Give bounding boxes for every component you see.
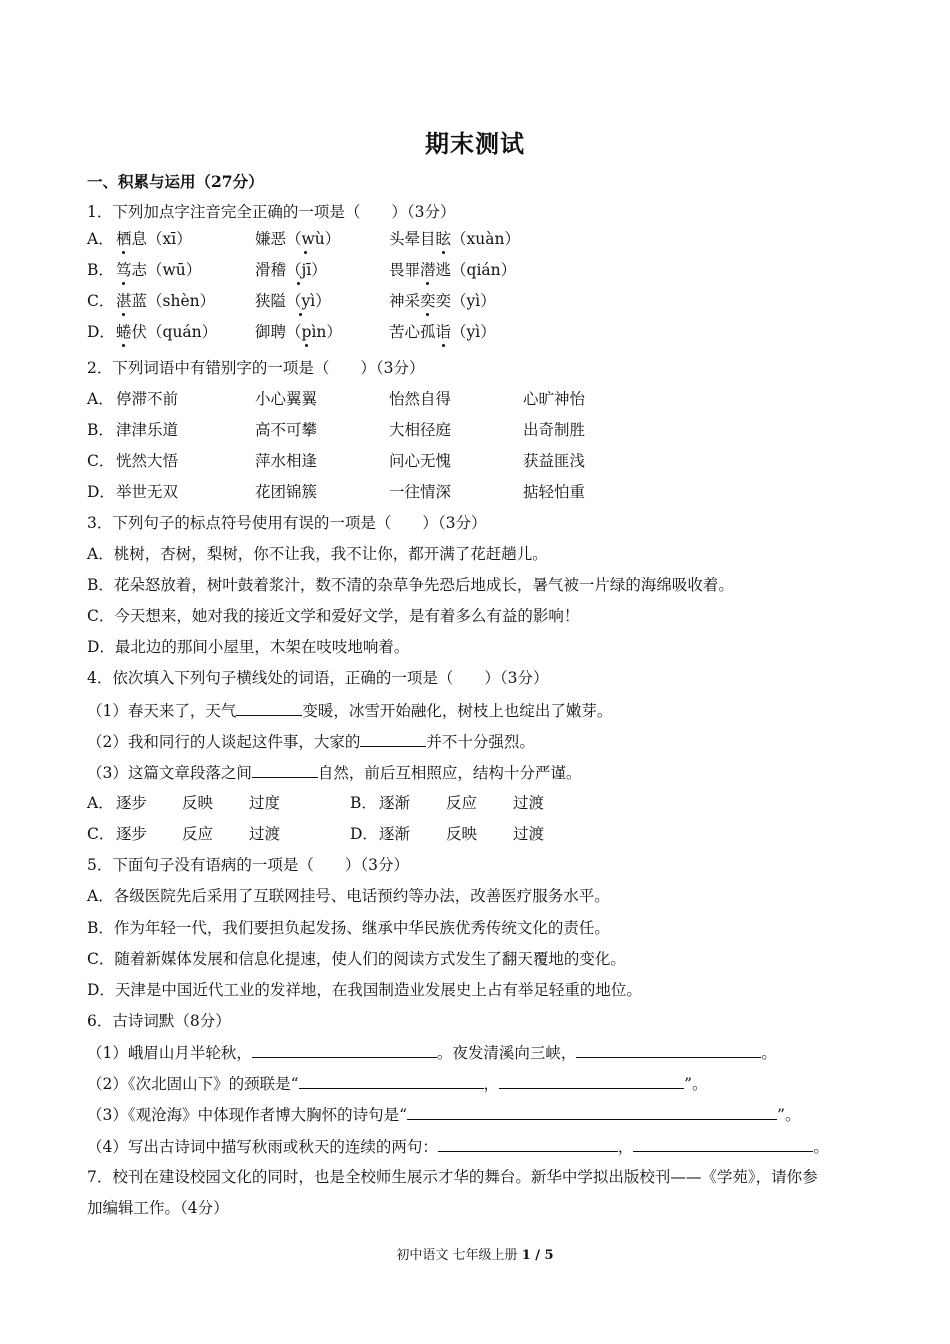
word-2: 小心翼翼 <box>255 390 318 408</box>
question-6-item-2: （2）《次北固山下》的颈联是“ ， ”。 <box>87 1075 708 1093</box>
word-4: 掂轻怕重 <box>523 483 586 501</box>
word-3: 过渡 <box>249 825 281 843</box>
question-7-stem-continued: 加编辑工作。（4分） <box>87 1199 229 1217</box>
word-3: 畏罪潜逃（qián） <box>389 261 517 279</box>
option-label: B． <box>350 794 377 812</box>
option-label: A． <box>87 390 114 408</box>
word-3: 过渡 <box>513 825 545 843</box>
word-3: 苦心孤诣（yì） <box>389 323 496 341</box>
question-3-option-a: A．桃树，杏树，梨树，你不让我，我不让你，都开满了花赶趟儿。 <box>87 545 548 563</box>
fill-blank[interactable] <box>360 731 426 747</box>
question-5-option-c: C．随着新媒体发展和信息化提速，使人们的阅读方式发生了翻天覆地的变化。 <box>87 950 626 968</box>
question-3-stem: 3．下列句子的标点符号使用有误的一项是（ ）（3分） <box>87 514 487 532</box>
question-5-option-a: A．各级医院先后采用了互联网挂号、电话预约等办法，改善医疗服务水平。 <box>87 887 610 905</box>
fill-blank[interactable] <box>576 1042 761 1058</box>
word-2: 反映 <box>182 794 214 812</box>
option-label: C． <box>87 292 115 310</box>
word-3: 神采奕奕（yì） <box>389 292 496 310</box>
option-label: A． <box>87 230 114 248</box>
option-label: B． <box>87 261 114 279</box>
word-2: 反应 <box>446 794 478 812</box>
option-label: C． <box>87 825 115 843</box>
fill-blank[interactable] <box>299 1073 484 1089</box>
question-5-stem: 5．下面句子没有语病的一项是（ ）（3分） <box>87 856 409 874</box>
word-3: 过渡 <box>513 794 545 812</box>
word-3: 一往情深 <box>389 483 452 501</box>
question-6-item-3: （3）《观沧海》中体现作者博大胸怀的诗句是“ ”。 <box>87 1106 801 1124</box>
question-1-stem: 1．下列加点字注音完全正确的一项是（ ）（3分） <box>87 203 456 221</box>
word-4: 出奇制胜 <box>523 421 586 439</box>
question-6-item-1: （1）峨眉山月半轮秋， 。夜发清溪向三峡， 。 <box>87 1044 777 1062</box>
word-1: 栖息（xī） <box>116 230 192 248</box>
word-1: 逐渐 <box>379 794 411 812</box>
question-4-sentence-1: （1）春天来了，天气 变暖，冰雪开始融化，树枝上也绽出了嫩芽。 <box>87 702 613 720</box>
word-2: 萍水相逢 <box>255 452 318 470</box>
option-label: D． <box>87 483 115 501</box>
word-2: 反映 <box>446 825 478 843</box>
word-3: 头晕目眩（xuàn） <box>389 230 520 248</box>
option-label: C． <box>87 452 115 470</box>
fill-blank[interactable] <box>252 1042 437 1058</box>
question-3-option-c: C．今天想来，她对我的接近文学和爱好文学，是有着多么有益的影响！ <box>87 607 580 625</box>
word-4: 心旷神怡 <box>523 390 586 408</box>
word-2: 嫌恶（wù） <box>255 230 341 248</box>
fill-blank[interactable] <box>438 1136 618 1152</box>
word-3: 问心无愧 <box>389 452 452 470</box>
word-3: 怡然自得 <box>389 390 452 408</box>
word-2: 狭隘（yì） <box>255 292 331 310</box>
page-number: 1 / 5 <box>521 1248 554 1263</box>
option-label: D． <box>350 825 378 843</box>
footer-label: 初中语文 七年级上册 <box>396 1248 522 1263</box>
question-5-option-b: B．作为年轻一代，我们要担负起发扬、继承中华民族优秀传统文化的责任。 <box>87 919 610 937</box>
fill-blank[interactable] <box>499 1073 684 1089</box>
word-1: 湛蓝（shèn） <box>116 292 216 310</box>
question-2-stem: 2．下列词语中有错别字的一项是（ ）（3分） <box>87 359 425 377</box>
page-title: 期末测试 <box>425 129 525 158</box>
fill-blank[interactable] <box>236 700 302 716</box>
section-heading: 一、积累与运用（27分） <box>87 172 264 191</box>
word-1: 举世无双 <box>116 483 179 501</box>
word-1: 逐步 <box>116 825 148 843</box>
fill-blank[interactable] <box>633 1136 813 1152</box>
word-2: 高不可攀 <box>255 421 318 439</box>
fill-blank[interactable] <box>407 1104 777 1120</box>
page-footer <box>0 1244 950 1263</box>
word-3: 大相径庭 <box>389 421 452 439</box>
word-2: 花团锦簇 <box>255 483 318 501</box>
word-4: 获益匪浅 <box>523 452 586 470</box>
word-2: 御聘（pìn） <box>255 323 342 341</box>
word-3: 过度 <box>249 794 281 812</box>
word-1: 逐步 <box>116 794 148 812</box>
option-label: A． <box>87 794 114 812</box>
question-3-option-d: D．最北边的那间小屋里，木架在吱吱地响着。 <box>87 638 410 656</box>
question-6-stem: 6．古诗词默（8分） <box>87 1012 231 1030</box>
word-1: 笃志（wū） <box>116 261 202 279</box>
word-1: 逐渐 <box>379 825 411 843</box>
word-2: 反应 <box>182 825 214 843</box>
word-1: 停滞不前 <box>116 390 179 408</box>
option-label: B． <box>87 421 114 439</box>
word-1: 蜷伏（quán） <box>116 323 218 341</box>
question-3-option-b: B．花朵怒放着，树叶鼓着浆汁，数不清的杂草争先恐后地成长，暑气被一片绿的海绵吸收着。 <box>87 576 734 594</box>
question-4-sentence-3: （3）这篇文章段落之间 自然，前后互相照应，结构十分严谨。 <box>87 764 582 782</box>
question-4-stem: 4．依次填入下列句子横线处的词语，正确的一项是（ ）（3分） <box>87 669 549 687</box>
option-label: D． <box>87 323 115 341</box>
word-1: 津津乐道 <box>116 421 179 439</box>
word-1: 恍然大悟 <box>116 452 179 470</box>
question-4-sentence-2: （2）我和同行的人谈起这件事，大家的 并不十分强烈。 <box>87 733 535 751</box>
question-7-stem: 7．校刊在建设校园文化的同时，也是全校师生展示才华的舞台。新华中学拟出版校刊——《学苑》，请你参 <box>87 1168 818 1186</box>
question-6-item-4: （4）写出古诗词中描写秋雨或秋天的连续的两句： ， 。 <box>87 1138 829 1156</box>
question-5-option-d: D．天津是中国近代工业的发祥地，在我国制造业发展史上占有举足轻重的地位。 <box>87 981 642 999</box>
fill-blank[interactable] <box>252 762 318 778</box>
word-2: 滑稽（jī） <box>255 261 327 279</box>
